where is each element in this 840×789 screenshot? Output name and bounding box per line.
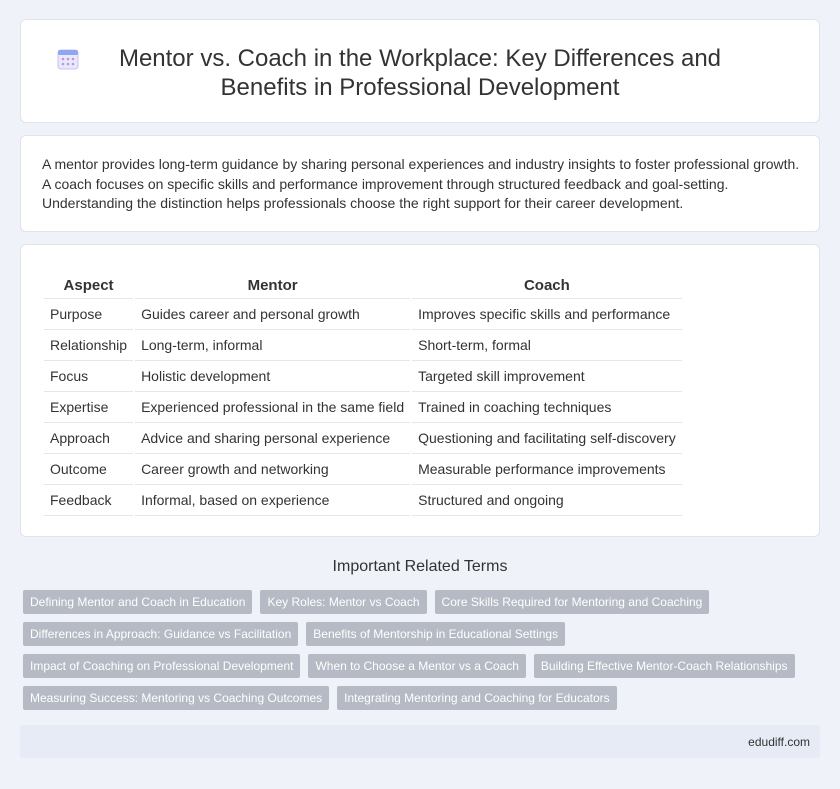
cell-aspect: Feedback (44, 485, 133, 516)
cell-mentor: Career growth and networking (135, 454, 410, 485)
related-term-tag[interactable]: Building Effective Mentor-Coach Relationships (534, 654, 795, 678)
cell-aspect: Purpose (44, 299, 133, 330)
tag-row (23, 686, 803, 710)
table-header-row (44, 272, 682, 299)
related-term-tag[interactable]: Impact of Coaching on Professional Development (23, 654, 300, 678)
table-row (44, 299, 682, 330)
table-row (44, 361, 682, 392)
tag-row (23, 590, 803, 614)
cell-coach: Improves specific skills and performance (412, 299, 682, 330)
related-term-tag[interactable]: Benefits of Mentorship in Educational Settings (306, 622, 565, 646)
header-aspect: Aspect (44, 272, 133, 299)
cell-aspect: Expertise (44, 392, 133, 423)
related-term-tag[interactable]: Defining Mentor and Coach in Education (23, 590, 252, 614)
related-term-tag[interactable]: Key Roles: Mentor vs Coach (260, 590, 426, 614)
header-coach: Coach (412, 272, 682, 299)
related-terms-heading: Important Related Terms (332, 558, 508, 575)
table-row (44, 423, 682, 454)
cell-mentor: Long-term, informal (135, 330, 410, 361)
related-term-tag[interactable]: Measuring Success: Mentoring vs Coaching Outcomes (23, 686, 329, 710)
cell-coach: Measurable performance improvements (412, 454, 682, 485)
cell-coach: Short-term, formal (412, 330, 682, 361)
related-term-tag[interactable]: Integrating Mentoring and Coaching for Educators (337, 686, 617, 710)
cell-mentor: Holistic development (135, 361, 410, 392)
cell-coach: Structured and ongoing (412, 485, 682, 516)
table-row (44, 330, 682, 361)
related-term-tag[interactable]: Core Skills Required for Mentoring and Coaching (435, 590, 710, 614)
cell-mentor: Informal, based on experience (135, 485, 410, 516)
related-terms-list (23, 590, 803, 718)
table-row (44, 392, 682, 423)
title-card (20, 19, 820, 123)
cell-mentor: Advice and sharing personal experience (135, 423, 410, 454)
related-term-tag[interactable]: When to Choose a Mentor vs a Coach (308, 654, 525, 678)
header-mentor: Mentor (135, 272, 410, 299)
cell-mentor: Experienced professional in the same field (135, 392, 410, 423)
cell-aspect: Outcome (44, 454, 133, 485)
tag-row (23, 654, 803, 678)
comparison-card (20, 244, 820, 537)
footer-site-link[interactable]: edudiff.com (748, 735, 810, 749)
intro-paragraph: A mentor provides long-term guidance by sharing personal experiences and industry insights to foster professional growth. A coach focuses on specific skills and performance improvement through structured feedback and goal-setting. Understanding the distinction helps professionals choose the right support for their career development. (42, 156, 800, 211)
related-term-tag[interactable]: Differences in Approach: Guidance vs Facilitation (23, 622, 298, 646)
table-row (44, 485, 682, 516)
table-row (44, 454, 682, 485)
comparison-table (42, 272, 684, 516)
cell-aspect: Approach (44, 423, 133, 454)
cell-coach: Trained in coaching techniques (412, 392, 682, 423)
page-title: Mentor vs. Coach in the Workplace: Key Differences and Benefits in Professional Development (118, 45, 722, 101)
cell-mentor: Guides career and personal growth (135, 299, 410, 330)
cell-aspect: Relationship (44, 330, 133, 361)
intro-card (20, 135, 820, 232)
cell-coach: Questioning and facilitating self-discovery (412, 423, 682, 454)
cell-coach: Targeted skill improvement (412, 361, 682, 392)
tag-row (23, 622, 803, 646)
cell-aspect: Focus (44, 361, 133, 392)
footer (20, 725, 820, 758)
